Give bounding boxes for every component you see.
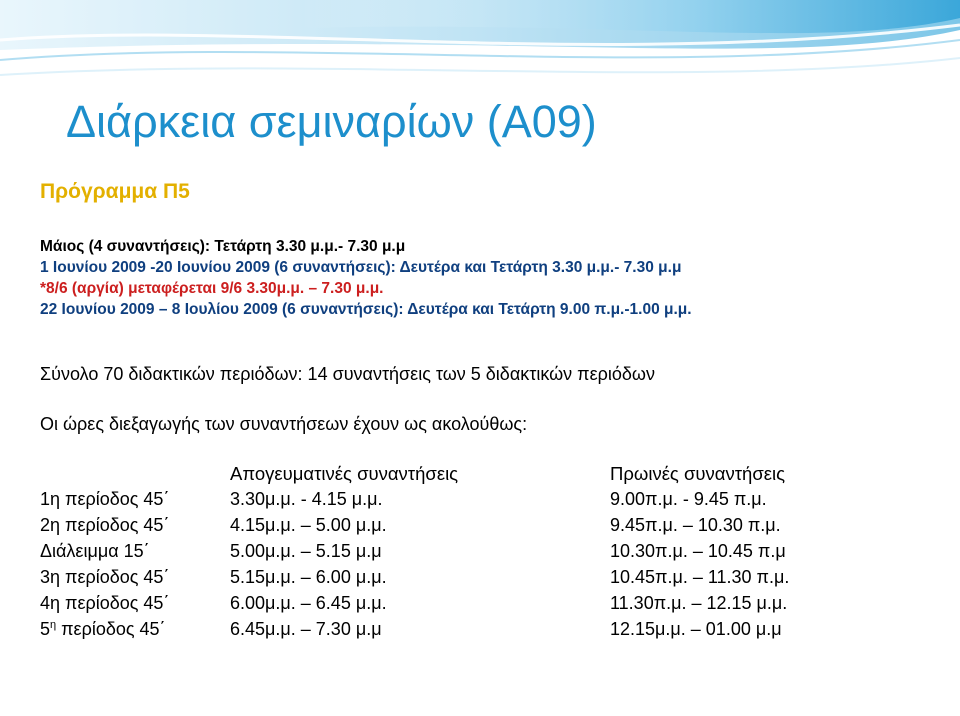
morning-cell: 9.00π.μ. - 9.45 π.μ. (610, 489, 767, 509)
period-superscript: η (50, 619, 57, 631)
page-title: Διάρκεια σεμιναρίων (Α09) (66, 96, 597, 147)
period-cell (40, 619, 166, 640)
program-subtitle: Πρόγραμμα Π5 (40, 180, 190, 203)
afternoon-cell: 3.30μ.μ. - 4.15 μ.μ. (230, 489, 383, 509)
period-cell: 3η περίοδος 45΄ (40, 567, 170, 587)
period-cell: 2η περίοδος 45΄ (40, 515, 170, 535)
period-cell: 1η περίοδος 45΄ (40, 489, 170, 509)
afternoon-cell: 4.15μ.μ. – 5.00 μ.μ. (230, 515, 387, 535)
period-cell: 4η περίοδος 45΄ (40, 593, 170, 613)
morning-cell: 9.45π.μ. – 10.30 π.μ. (610, 515, 781, 535)
period-number: 5 (40, 619, 51, 639)
morning-cell: 12.15μ.μ. – 01.00 μ.μ (610, 619, 782, 639)
total-periods-text: Σύνολο 70 διδακτικών περιόδων: 14 συναντήσεις των 5 διδακτικών περιόδων (40, 364, 655, 384)
table-header-afternoon: Απογευματινές συναντήσεις (230, 463, 459, 484)
afternoon-cell: 5.15μ.μ. – 6.00 μ.μ. (230, 567, 387, 587)
header-decoration (0, 0, 960, 95)
table-header-morning: Πρωινές συναντήσεις (610, 463, 786, 484)
schedule-line-may: Μάιος (4 συναντήσεις): Τετάρτη 3.30 μ.μ.- 7.30 μ.μ (40, 238, 406, 255)
morning-cell: 10.45π.μ. – 11.30 π.μ. (610, 567, 790, 587)
afternoon-cell: 6.00μ.μ. – 6.45 μ.μ. (230, 593, 387, 613)
schedule-line-holiday: *8/6 (αργία) μεταφέρεται 9/6 3.30μ.μ. – 7.30 μ.μ. (40, 280, 384, 297)
schedule-block (40, 236, 692, 320)
hours-intro-text: Οι ώρες διεξαγωγής των συναντήσεων έχουν ως ακολούθως: (40, 414, 528, 434)
morning-cell: 10.30π.μ. – 10.45 π.μ (610, 541, 786, 561)
schedule-line-late-june: 22 Ιουνίου 2009 – 8 Ιουλίου 2009 (6 συναντήσεις): Δευτέρα και Τετάρτη 9.00 π.μ.-1.00 μ.μ. (40, 301, 692, 318)
morning-cell: 11.30π.μ. – 12.15 μ.μ. (610, 593, 788, 613)
period-cell: Διάλειμμα 15΄ (40, 541, 150, 561)
afternoon-cell: 5.00μ.μ. – 5.15 μ.μ (230, 541, 382, 561)
period-label: περίοδος 45΄ (56, 619, 166, 639)
schedule-line-june: 1 Ιουνίου 2009 -20 Ιουνίου 2009 (6 συναντήσεις): Δευτέρα και Τετάρτη 3.30 μ.μ.- 7.30 μ.μ (40, 259, 682, 276)
afternoon-cell: 6.45μ.μ. – 7.30 μ.μ (230, 619, 382, 639)
